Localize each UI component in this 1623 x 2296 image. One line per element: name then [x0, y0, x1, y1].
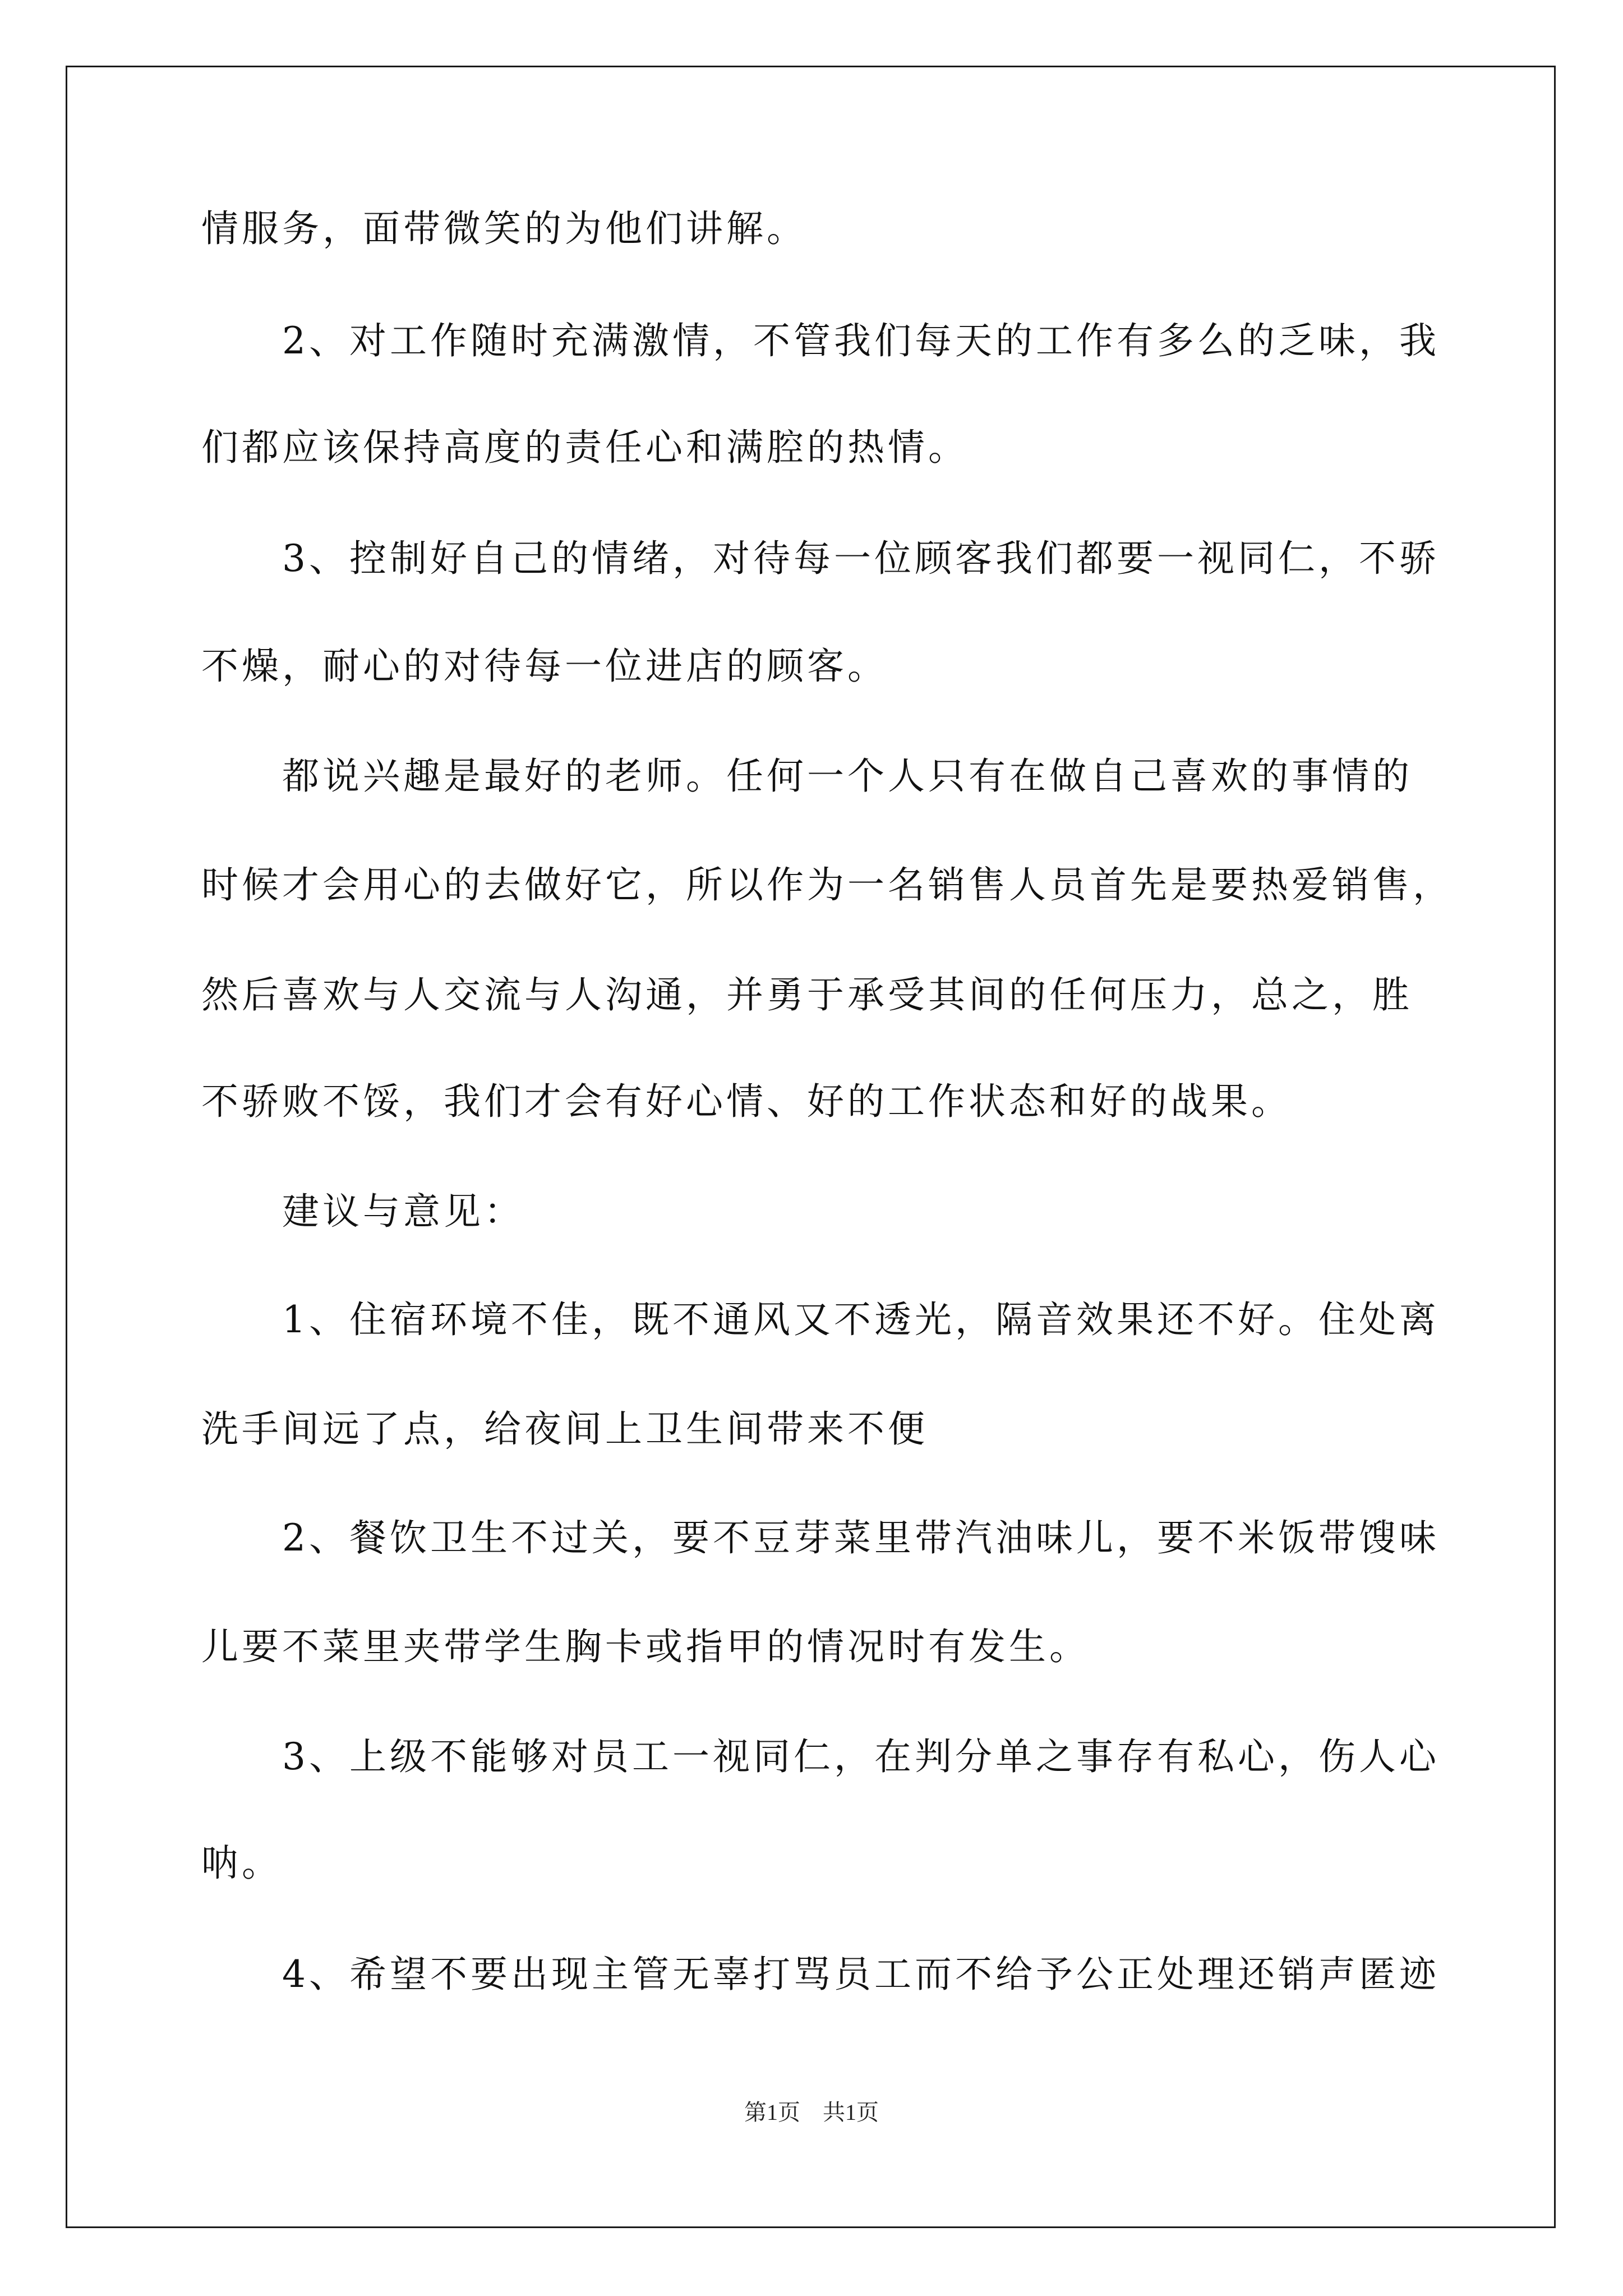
text-line: 2、对工作随时充满激情，不管我们每天的工作有多么的乏味，我 — [282, 319, 1440, 362]
text-line: 3、上级不能够对员工一视同仁，在判分单之事存有私心，伤人心 — [282, 1735, 1440, 1778]
page-border — [66, 66, 1556, 2228]
text-line: 2、餐饮卫生不过关，要不豆芽菜里带汽油味儿，要不米饭带馊味 — [282, 1516, 1440, 1559]
text-line: 都说兴趣是最好的老师。任何一个人只有在做自己喜欢的事情的 — [282, 754, 1413, 798]
text-line: 时候才会用心的去做好它，所以作为一名销售人员首先是要热爱销售， — [201, 863, 1453, 907]
text-line: 4、希望不要出现主管无辜打骂员工而不给予公正处理还销声匿迹 — [282, 1953, 1440, 1996]
text-line: 建议与意见： — [282, 1190, 524, 1233]
page-footer — [0, 2097, 1623, 2128]
text-line: 不燥，耐心的对待每一位进店的顾客。 — [201, 645, 888, 688]
page-number: 第1页 — [744, 2100, 800, 2125]
text-line: 3、控制好自己的情绪，对待每一位顾客我们都要一视同仁，不骄 — [282, 537, 1440, 580]
text-line: 1、住宿环境不佳，既不通风又不透光，隔音效果还不好。住处离 — [282, 1298, 1440, 1341]
text-line: 不骄败不馁，我们才会有好心情、好的工作状态和好的战果。 — [201, 1080, 1292, 1123]
page-total: 共1页 — [823, 2100, 879, 2125]
text-line: 然后喜欢与人交流与人沟通，并勇于承受其间的任何压力，总之，胜 — [201, 973, 1413, 1016]
text-line: 情服务，面带微笑的为他们讲解。 — [201, 207, 807, 250]
text-line: 儿要不菜里夹带学生胸卡或指甲的情况时有发生。 — [201, 1625, 1090, 1668]
text-line: 洗手间远了点，给夜间上卫生间带来不便 — [201, 1407, 928, 1451]
text-line: 呐。 — [201, 1842, 282, 1885]
text-line: 们都应该保持高度的责任心和满腔的热情。 — [201, 426, 969, 469]
